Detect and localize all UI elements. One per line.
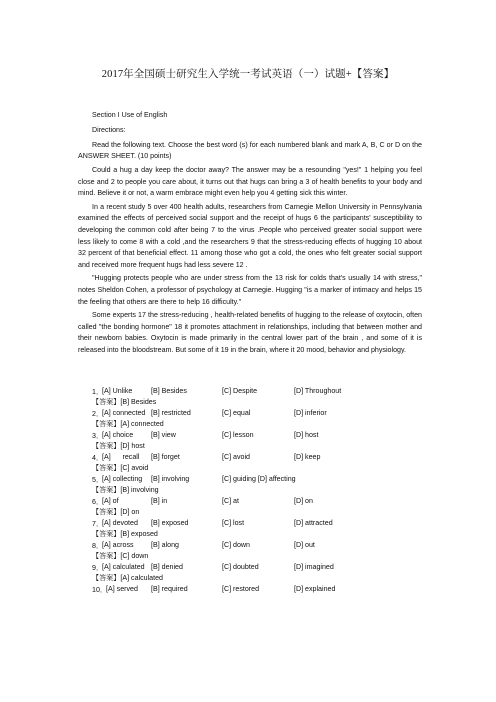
answer-key: 【答案】[A] calculated	[92, 574, 163, 583]
answer-option: [A] connected	[102, 409, 146, 417]
answer-option: [A] served	[106, 585, 138, 593]
answer-option: [C] restored	[222, 585, 260, 593]
answer-option: [D] host	[294, 431, 319, 439]
answer-key: 【答案】[D] on	[92, 508, 140, 517]
answer-key: 【答案】[C] down	[92, 552, 149, 561]
answer-option: [B] in	[151, 497, 168, 505]
answer-option: [D] imagined	[294, 563, 334, 571]
answer-option: [C] doubted	[222, 563, 259, 571]
answer-option: [D] attracted	[294, 519, 333, 527]
answer-option: [B] required	[151, 585, 188, 593]
question-number: 10．	[92, 586, 107, 594]
section-label: Section I Use of English	[92, 111, 168, 119]
answer-option: [C] Despite	[222, 387, 258, 395]
answer-option: [A] calculated	[102, 563, 145, 571]
answer-key: 【答案】[A] connected	[92, 420, 164, 429]
question-number: 1．	[92, 388, 104, 396]
answer-option: [A] choice	[102, 431, 134, 439]
answer-key: 【答案】[B] Besides	[92, 398, 157, 407]
question-number: 3．	[92, 432, 104, 440]
question-number: 4．	[92, 454, 104, 462]
answer-option: [C] guiding [D] affecting	[222, 475, 296, 483]
passage-paragraph: In a recent study 5 over 400 health adults, researchers from Carnegie Mellon University in Pennsylvania examined the effects of perceived social support and the receipt of hugs 6 the participants' susceptibility to developing the common cold after being 7 to the virus .People who perceived greater social support were less likely to come 8 with a cold ,and the researchers 9 that the stress-reducing effects of hugging 10 about 32 percent of that beneficial effect. 11 among those who got a cold, the ones who felt greater social support and received more frequent hugs had less severe 12 .	[78, 202, 422, 269]
answer-option: [B] forget	[151, 453, 180, 461]
answer-key: 【答案】[D] host	[92, 442, 145, 451]
answer-option: [B] denied	[151, 563, 183, 571]
answer-option: [B] view	[151, 431, 176, 439]
answer-option: [C] down	[222, 541, 250, 549]
directions-label: Directions:	[92, 126, 126, 134]
answer-option: [B] Besides	[151, 387, 187, 395]
answer-option: [D] inferior	[294, 409, 327, 417]
answer-option: [D] explained	[294, 585, 336, 593]
answer-option: [A] recall	[102, 453, 140, 461]
passage	[78, 165, 422, 357]
question-number: 5．	[92, 476, 104, 484]
answer-option: [D] keep	[294, 453, 321, 461]
answer-option: [A] devoted	[102, 519, 138, 527]
answer-option: [B] involving	[151, 475, 190, 483]
directions-block	[78, 125, 422, 163]
answer-option: [A] collecting	[102, 475, 143, 483]
passage-paragraph: "Hugging protects people who are under stress from the 13 risk for colds that's usually 14 with stress," notes Sheldon Cohen, a professor of psychology at Carnegie. Hugging "is a marker of intimacy and helps 15 the feeling that others are there to help 16 difficulty."	[78, 274, 422, 306]
answer-option: [C] avoid	[222, 453, 250, 461]
answer-key: 【答案】[C] avoid	[92, 464, 149, 473]
answer-option: [D] on	[294, 497, 313, 505]
answer-option: [B] exposed	[151, 519, 189, 527]
answer-key: 【答案】[B] involving	[92, 486, 159, 495]
question-number: 8．	[92, 542, 104, 550]
passage-paragraph: Some experts 17 the stress-reducing , health-related benefits of hugging to the release of oxytocin, often called "the bonding hormone" 18 it promotes attachment in relationships, including that between mother and their newborn babies. Oxytocin is made primarily in the central lower part of the brain , and some of it is released into the bloodstream. But some of it 19 in the brain, where it 20 mood, behavior and physiology.	[78, 311, 422, 354]
document-title: 2017年全国硕士研究生入学统一考试英语（一）试题+【答案】	[101, 69, 395, 80]
answer-option: [C] lesson	[222, 431, 254, 439]
answer-option: [C] at	[222, 497, 239, 505]
answer-option: [D] out	[294, 541, 315, 549]
answer-option: [A] of	[102, 497, 119, 505]
question-number: 9．	[92, 564, 104, 572]
question-number: 7．	[92, 520, 104, 528]
section-heading	[78, 110, 422, 122]
answer-option: [B] restricted	[151, 409, 191, 417]
answer-key: 【答案】[B] exposed	[92, 530, 158, 539]
answer-option: [D] Throughout	[294, 387, 342, 395]
question-number: 6．	[92, 498, 104, 506]
answer-option: [B] along	[151, 541, 180, 549]
question-number: 2．	[92, 410, 104, 418]
answer-option: [A] across	[102, 541, 134, 549]
answer-option: [A] Unlike	[102, 387, 133, 395]
directions-text: Read the following text. Choose the best word (s) for each numbered blank and mark A, B, C or D on the ANSWER SHEET. (10 points)	[78, 140, 422, 161]
answer-option: [C] equal	[222, 409, 251, 417]
answer-option: [C] lost	[222, 519, 245, 527]
passage-paragraph: Could a hug a day keep the doctor away? The answer may be a resounding "yes!" 1 helping you feel close and 2 to people you care about, it turns out that hugs can bring a 3 of health benefits to your body and mind. Believe it or not, a warm embrace might even help you 4 getting sick this winter.	[78, 166, 422, 198]
